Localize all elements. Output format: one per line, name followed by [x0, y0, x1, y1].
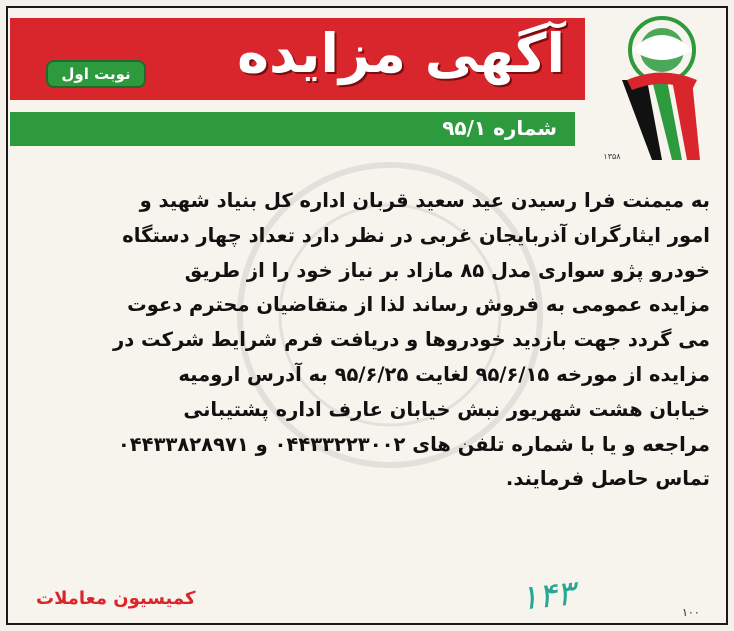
handwritten-number: ۱۴۳	[518, 573, 577, 619]
emblem-caption: ۱۳۵۸	[603, 152, 621, 161]
title-banner	[10, 18, 585, 100]
body-line-5: می گردد جهت بازدید خودروها و دریافت فرم شرایط شرکت در	[113, 328, 710, 352]
body-line-2: امور ایثارگران آذربایجان غربی در نظر دارد تعداد چهار دستگاه	[122, 223, 710, 247]
body-line-6: مزایده از مورخه ۹۵/۶/۱۵ لغایت ۹۵/۶/۲۵ به آدرس ارومیه	[178, 362, 710, 386]
body-line-9: تماس حاصل فرمایند.	[505, 467, 710, 491]
body-line-7: خیابان هشت شهریور نبش خیابان عارف اداره پشتیبانی	[183, 397, 710, 421]
notice-body	[36, 184, 710, 497]
notice-number: شماره ۹۵/۱	[442, 116, 557, 140]
first-round-badge: نوبت اول	[46, 60, 146, 88]
body-line-8: مراجعه و یا با شماره تلفن های ۰۴۴۳۳۲۲۳۰۰۲ و ۰۴۴۳۳۸۲۸۹۷۱	[117, 432, 710, 456]
notice-title: آگهی مزایده	[237, 22, 565, 85]
number-banner	[10, 112, 575, 146]
body-line-1: به میمنت فرا رسیدن عید سعید قربان اداره کل بنیاد شهید و	[139, 189, 710, 212]
body-line-3: خودرو پژو سواری مدل ۸۵ مازاد بر نیاز خود را از طریق	[184, 258, 710, 282]
body-line-4: مزایده عمومی به فروش رساند لذا از متقاضیان محترم دعوت	[127, 293, 710, 317]
signature: کمیسیون معاملات	[36, 588, 196, 609]
page-number: ۱۰۰	[682, 606, 700, 619]
